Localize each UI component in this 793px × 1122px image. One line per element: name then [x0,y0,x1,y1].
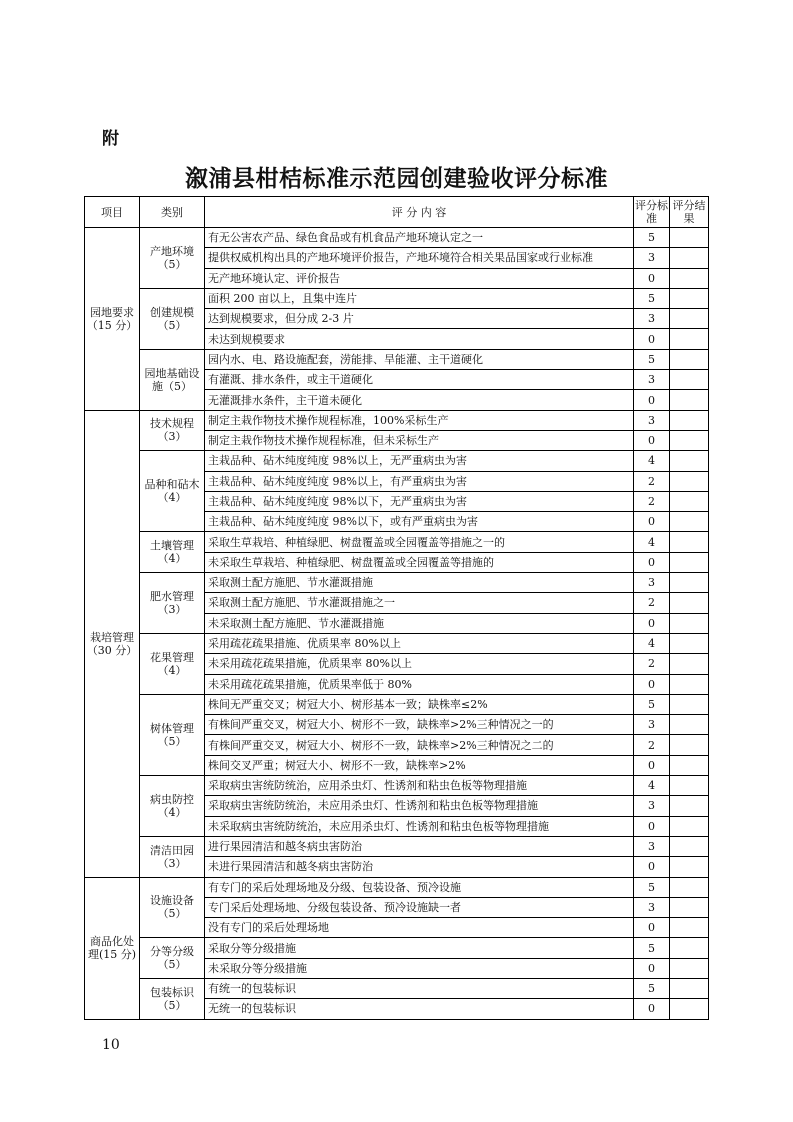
criterion-cell: 未采取生草栽培、种植绿肥、树盘覆盖或全园覆盖等措施的 [205,552,634,572]
score-standard-cell: 2 [634,491,670,511]
score-result-cell[interactable] [670,755,709,775]
score-standard-cell: 0 [634,755,670,775]
category-cell: 产地环境（5） [140,228,205,289]
criterion-cell: 有统一的包装标识 [205,978,634,998]
category-cell: 品种和砧木（4） [140,451,205,532]
table-row [85,228,709,248]
criterion-cell: 采取病虫害统防统治，应用杀虫灯、性诱剂和粘虫色板等物理措施 [205,776,634,796]
category-cell: 设施设备（5） [140,877,205,938]
criterion-cell: 未采取分等分级措施 [205,958,634,978]
criterion-cell: 采取分等分级措施 [205,938,634,958]
header-score-result: 评分结果 [670,197,709,228]
header-score-standard: 评分标准 [634,197,670,228]
score-result-cell[interactable] [670,248,709,268]
criterion-cell: 面积 200 亩以上，且集中连片 [205,288,634,308]
table-row [85,573,709,593]
score-result-cell[interactable] [670,776,709,796]
score-result-cell[interactable] [670,410,709,430]
category-cell: 肥水管理（3） [140,573,205,634]
table-row [85,836,709,856]
score-standard-cell: 0 [634,430,670,450]
score-standard-cell: 4 [634,633,670,653]
score-standard-cell: 2 [634,654,670,674]
score-result-cell[interactable] [670,715,709,735]
table-row [85,349,709,369]
table-row [85,938,709,958]
score-standard-cell: 3 [634,573,670,593]
header-category: 类别 [140,197,205,228]
category-cell: 分等分级（5） [140,938,205,979]
score-result-cell[interactable] [670,491,709,511]
table-row [85,978,709,998]
criterion-cell: 未采用疏花疏果措施，优质果率 80%以上 [205,654,634,674]
project-cell: 栽培管理（30 分） [85,410,140,877]
score-result-cell[interactable] [670,735,709,755]
category-cell: 树体管理（5） [140,694,205,775]
score-result-cell[interactable] [670,613,709,633]
criterion-cell: 采取测土配方施肥、节水灌溉措施之一 [205,593,634,613]
score-standard-cell: 0 [634,268,670,288]
score-standard-cell: 0 [634,857,670,877]
appendix-label: 附 [102,129,119,149]
criterion-cell: 采取生草栽培、种植绿肥、树盘覆盖或全园覆盖等措施之一的 [205,532,634,552]
score-standard-cell: 0 [634,918,670,938]
project-cell: 园地要求（15 分） [85,228,140,411]
criterion-cell: 有株间严重交叉，树冠大小、树形不一致，缺株率>2%三种情况之二的 [205,735,634,755]
category-cell: 包装标识（5） [140,978,205,1019]
criterion-cell: 株间无严重交叉；树冠大小、树形基本一致；缺株率≤2% [205,694,634,714]
score-standard-cell: 0 [634,613,670,633]
score-standard-cell: 5 [634,877,670,897]
score-result-cell[interactable] [670,228,709,248]
criterion-cell: 没有专门的采后处理场地 [205,918,634,938]
score-standard-cell: 0 [634,390,670,410]
score-standard-cell: 5 [634,694,670,714]
criterion-cell: 未采取测土配方施肥、节水灌溉措施 [205,613,634,633]
criterion-cell: 专门采后处理场地、分级包装设备、预冷设施缺一者 [205,897,634,917]
category-cell: 技术规程（3） [140,410,205,451]
page-title: 溆浦县柑桔标准示范园创建验收评分标准 [185,166,608,192]
score-standard-cell: 3 [634,715,670,735]
score-result-cell[interactable] [670,329,709,349]
criterion-cell: 未进行果园清洁和越冬病虫害防治 [205,857,634,877]
table-row [85,288,709,308]
score-result-cell[interactable] [670,288,709,308]
score-standard-cell: 5 [634,978,670,998]
score-standard-cell: 0 [634,674,670,694]
score-standard-cell: 0 [634,816,670,836]
table-row [85,633,709,653]
page-number: 10 [102,1037,120,1053]
criterion-cell: 有专门的采后处理场地及分级、包装设备、预冷设施 [205,877,634,897]
score-standard-cell: 5 [634,349,670,369]
table-body [85,228,709,1020]
score-standard-cell: 5 [634,938,670,958]
score-result-cell[interactable] [670,552,709,572]
criterion-cell: 主栽品种、砧木纯度纯度 98%以下，无严重病虫为害 [205,491,634,511]
score-standard-cell: 0 [634,999,670,1019]
criterion-cell: 未采取病虫害统防统治，未应用杀虫灯、性诱剂和粘虫色板等物理措施 [205,816,634,836]
table-row [85,877,709,897]
score-result-cell[interactable] [670,451,709,471]
table-row [85,451,709,471]
score-result-cell[interactable] [670,654,709,674]
score-standard-cell: 3 [634,248,670,268]
criterion-cell: 株间交叉严重；树冠大小、树形不一致，缺株率>2% [205,755,634,775]
score-result-cell[interactable] [670,796,709,816]
table-row [85,410,709,430]
score-result-cell[interactable] [670,999,709,1019]
table-row [85,532,709,552]
criterion-cell: 采取病虫害统防统治，未应用杀虫灯、性诱剂和粘虫色板等物理措施 [205,796,634,816]
criterion-cell: 无统一的包装标识 [205,999,634,1019]
score-standard-cell: 2 [634,735,670,755]
category-cell: 创建规模（5） [140,288,205,349]
criterion-cell: 采取测土配方施肥、节水灌溉措施 [205,573,634,593]
score-standard-cell: 3 [634,309,670,329]
score-result-cell[interactable] [670,897,709,917]
category-cell: 病虫防控（4） [140,776,205,837]
criterion-cell: 未达到规模要求 [205,329,634,349]
category-cell: 园地基础设施（5） [140,349,205,410]
table-row [85,776,709,796]
score-standard-cell: 3 [634,410,670,430]
criterion-cell: 主栽品种、砧木纯度纯度 98%以上，无严重病虫为害 [205,451,634,471]
header-project: 项目 [85,197,140,228]
score-standard-cell: 0 [634,958,670,978]
score-result-cell[interactable] [670,674,709,694]
score-result-cell[interactable] [670,390,709,410]
score-result-cell[interactable] [670,573,709,593]
score-result-cell[interactable] [670,532,709,552]
table-row [85,694,709,714]
criterion-cell: 园内水、电、路设施配套，涝能排、旱能灌、主干道硬化 [205,349,634,369]
score-standard-cell: 2 [634,471,670,491]
criterion-cell: 主栽品种、砧木纯度纯度 98%以上，有严重病虫为害 [205,471,634,491]
project-cell: 商品化处理(15 分) [85,877,140,1019]
score-standard-cell: 2 [634,593,670,613]
score-result-cell[interactable] [670,938,709,958]
score-standard-cell: 3 [634,370,670,390]
score-result-cell[interactable] [670,268,709,288]
header-content: 评 分 内 容 [205,197,634,228]
score-result-cell[interactable] [670,349,709,369]
criterion-cell: 无灌溉排水条件，主干道未硬化 [205,390,634,410]
score-result-cell[interactable] [670,694,709,714]
score-standard-cell: 0 [634,552,670,572]
score-result-cell[interactable] [670,512,709,532]
score-result-cell[interactable] [670,816,709,836]
score-result-cell[interactable] [670,633,709,653]
criterion-cell: 制定主栽作物技术操作规程标准，100%采标生产 [205,410,634,430]
score-standard-cell: 3 [634,836,670,856]
score-standard-cell: 5 [634,288,670,308]
table-header-row [85,197,709,228]
criterion-cell: 提供权威机构出具的产地环境评价报告，产地环境符合相关果品国家或行业标准 [205,248,634,268]
score-standard-cell: 4 [634,532,670,552]
criterion-cell: 有无公害农产品、绿色食品或有机食品产地环境认定之一 [205,228,634,248]
score-result-cell[interactable] [670,978,709,998]
score-result-cell[interactable] [670,471,709,491]
category-cell: 清洁田园（3） [140,836,205,877]
score-result-cell[interactable] [670,430,709,450]
score-standard-cell: 3 [634,796,670,816]
score-result-cell[interactable] [670,918,709,938]
score-result-cell[interactable] [670,593,709,613]
criterion-cell: 进行果园清洁和越冬病虫害防治 [205,836,634,856]
score-standard-cell: 4 [634,451,670,471]
score-result-cell[interactable] [670,958,709,978]
score-result-cell[interactable] [670,309,709,329]
scoring-table [84,196,709,1020]
criterion-cell: 未采用疏花疏果措施，优质果率低于 80% [205,674,634,694]
score-standard-cell: 5 [634,228,670,248]
criterion-cell: 主栽品种、砧木纯度纯度 98%以下，或有严重病虫为害 [205,512,634,532]
criterion-cell: 制定主栽作物技术操作规程标准，但未采标生产 [205,430,634,450]
category-cell: 花果管理（4） [140,633,205,694]
category-cell: 土壤管理（4） [140,532,205,573]
score-result-cell[interactable] [670,877,709,897]
criterion-cell: 有灌溉、排水条件，或主干道硬化 [205,370,634,390]
score-result-cell[interactable] [670,370,709,390]
criterion-cell: 达到规模要求，但分成 2-3 片 [205,309,634,329]
score-standard-cell: 4 [634,776,670,796]
score-result-cell[interactable] [670,857,709,877]
score-result-cell[interactable] [670,836,709,856]
criterion-cell: 采用疏花疏果措施、优质果率 80%以上 [205,633,634,653]
score-standard-cell: 3 [634,897,670,917]
score-standard-cell: 0 [634,329,670,349]
criterion-cell: 有株间严重交叉，树冠大小、树形不一致，缺株率>2%三种情况之一的 [205,715,634,735]
criterion-cell: 无产地环境认定、评价报告 [205,268,634,288]
score-standard-cell: 0 [634,512,670,532]
